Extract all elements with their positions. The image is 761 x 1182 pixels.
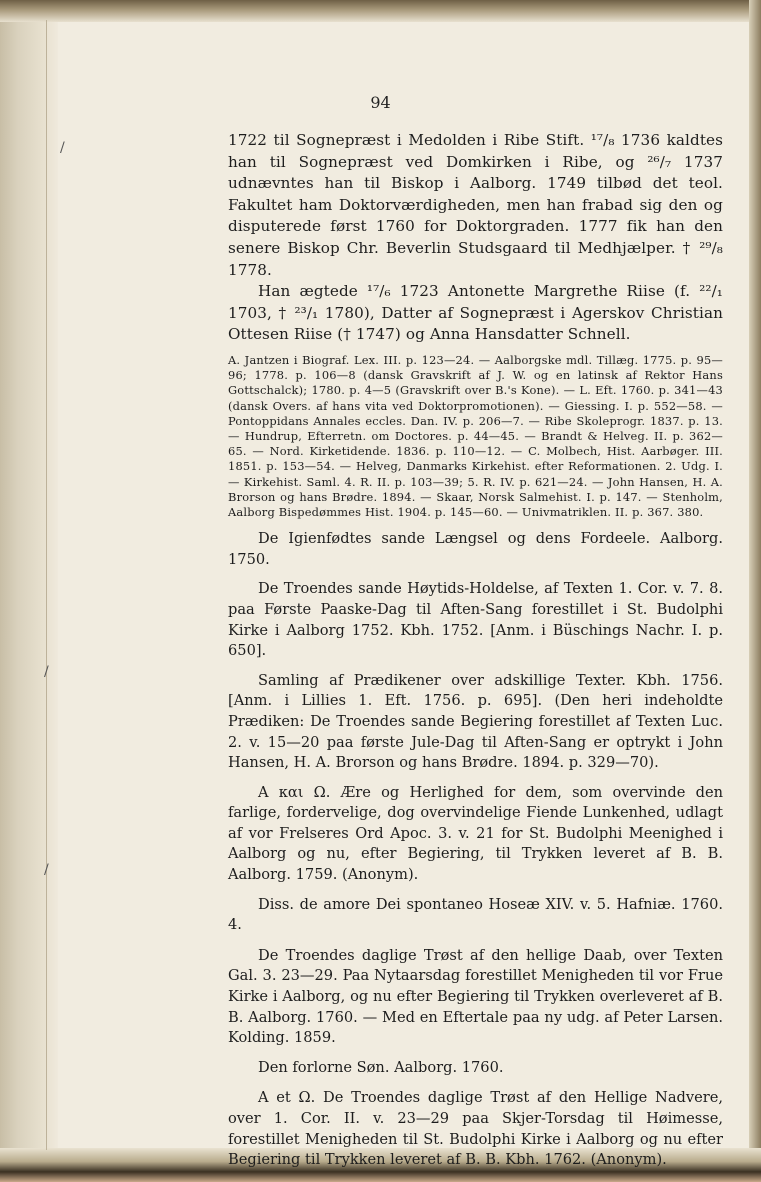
page-top-edge	[0, 0, 761, 22]
page-number: 94	[370, 93, 391, 112]
bibliography-entry: De Troendes sande Høytids-Holdelse, af Texten 1. Cor. v. 7. 8. paa Første Paaske-Dag til Aften-Sang forestillet i St. Budolphi Kirke i Aalborg 1752. Kbh. 1752. [Anm. i Büschings Nachr. I. p. 650].	[228, 580, 723, 660]
bibliography-entry: A και Ω. Ære og Herlighed for dem, som overvinde den farlige, fordervelige, dog overvindelige Fiende Lunkenhed, udlagt af vor Frelseres Ord Apoc. 3. v. 21 for St. Budolphi Meenighed i Aalborg og nu, efter Begiering, til Trykken leveret af B. B. Aalborg. 1759. (Anonym).	[228, 783, 723, 884]
bibliography-entry: Samling af Prædikener over adskillige Texter. Kbh. 1756. [Anm. i Lillies 1. Eft. 1756. p. 695]. (Den heri indeholdte Prædiken: De Troendes sande Begiering forestillet af Texten Luc. 2. v. 15—20 paa første Jule-Dag til Aften-Sang er optrykt i John Hansen, H. A. Brorson og hans Brødre. 1894. p. 329—70).	[228, 671, 723, 772]
bibliography-entry: De Igienfødtes sande Længsel og dens Fordeele. Aalborg. 1750.	[228, 530, 723, 568]
bibliography-entry: Den forlorne Søn. Aalborg. 1760.	[258, 1058, 504, 1076]
bibliography-entry: Diss. de amore Dei spontaneo Hoseæ XIV. v. 5. Hafniæ. 1760. 4.	[228, 895, 723, 934]
bibliography-entry: De Troendes daglige Trøst af den hellige Daab, over Texten Gal. 3. 23—29. Paa Nytaarsdag forestillet Menigheden til vor Frue Kirke i Aalborg, og nu efter Begiering til Trykken overleveret af B. B. Aalborg. 1760. — Med en Eftertale paa ny udg. af Peter Larsen. Kolding. 1859.	[228, 946, 723, 1047]
page-gutter-shadow	[0, 0, 58, 1182]
page-fold-line	[46, 20, 47, 1150]
bibliography-entry: A et Ω. De Troendes daglige Trøst af den Hellige Nadvere, over 1. Cor. II. v. 23—29 paa Skjer-Torsdag til Høimesse, forestillet Menigheden til St. Budolphi Kirke i Aalborg og nu efter Begiering til Trykken leveret af B. B. Kbh. 1762. (Anonym).	[228, 1089, 723, 1169]
references-block: A. Jantzen i Biograf. Lex. III. p. 123—24. — Aalborgske mdl. Tillæg. 1775. p. 95—96; 1778. p. 106—8 (dansk Gravskrift af J. W. og en latinsk af Rektor Hans Gottschalck); 1780. p. 4—5 (Gravskrift over B.'s Kone). — L. Eft. 1760. p. 341—43 (dansk Overs. af hans vita ved Doktorpromotionen). — Giessing. I. p. 552—58. — Pontoppidans Annales eccles. Dan. IV. p. 206—7. — Ribe Skoleprogr. 1837. p. 13. — Hundrup, Efterretn. om Doctores. p. 44—45. — Brandt & Helveg. II. p. 362—65. — Nord. Kirketidende. 1836. p. 110—12. — C. Molbech, Hist. Aarbøger. III. 1851. p. 153—54. — Helveg, Danmarks Kirkehist. efter Reformationen. 2. Udg. I. — Kirkehist. Saml. 4. R. II. p. 103—39; 5. R. IV. p. 621—24. — John Hansen, H. A. Brorson og hans Brødre. 1894. — Skaar, Norsk Salmehist. I. p. 147. — Stenholm, Aalborg Bispedømmes Hist. 1904. p. 145—60. — Univmatriklen. II. p. 367. 380.	[228, 352, 723, 519]
margin-mark: /	[44, 664, 49, 680]
margin-mark: /	[44, 862, 49, 878]
biography-paragraph: 1722 til Sognepræst i Medolden i Ribe Stift. ¹⁷/₈ 1736 kaldtes han til Sognepræst ved Domkirken i Ribe, og ²⁶/₇ 1737 udnævntes han til Biskop i Aalborg. 1749 tilbød det teol. Fakultet ham Doktorværdigheden, men han frabad sig den og disputerede først 1760 for Doktorgraden. 1777 fik han den senere Biskop Chr. Beverlin Studsgaard til Medhjælper. † ²⁹/₈ 1778.	[228, 131, 723, 279]
margin-mark: /	[60, 140, 65, 156]
marriage-paragraph: Han ægtede ¹⁷/₆ 1723 Antonette Margrethe Riise (f. ²²/₁ 1703, † ²³/₁ 1780), Datter af Sognepræst i Agerskov Christian Ottesen Riise († 1747) og Anna Hansdatter Schnell.	[228, 282, 723, 344]
page-content	[228, 130, 723, 1180]
page-right-edge	[749, 0, 761, 1182]
